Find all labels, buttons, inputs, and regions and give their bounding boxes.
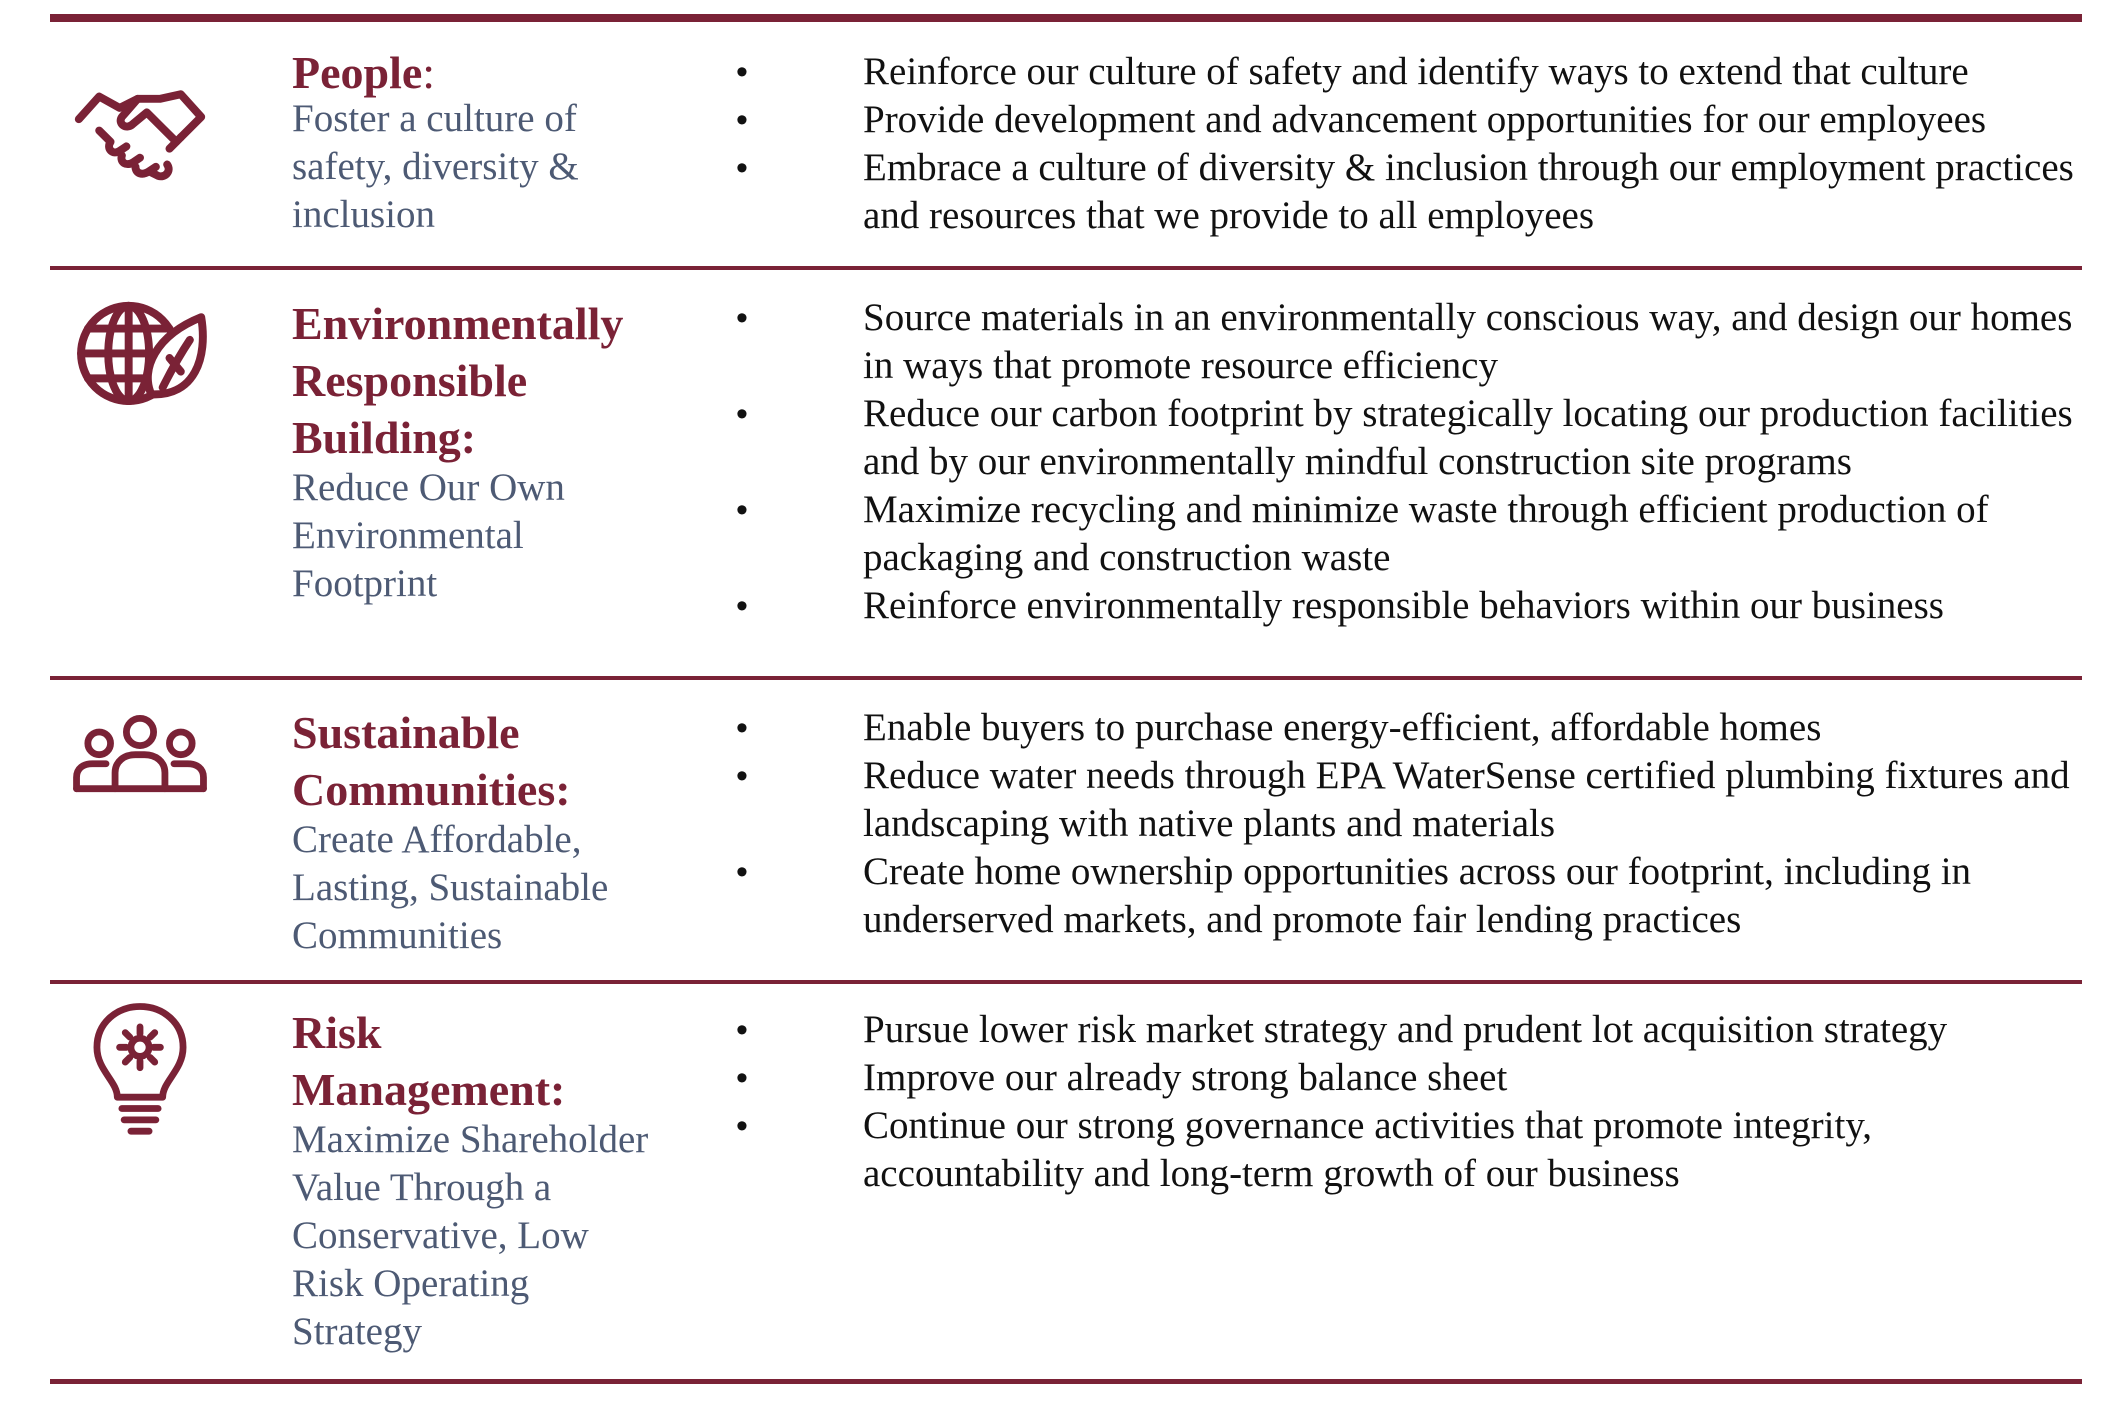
subtitle-line: inclusion bbox=[292, 193, 435, 236]
community-people-icon bbox=[72, 698, 208, 834]
communities-title bbox=[292, 704, 762, 818]
people-bullets bbox=[736, 48, 2082, 240]
bullet-item: • Maximize recycling and minimize waste through efficient production of packaging and construction waste bbox=[736, 486, 2082, 582]
environment-title bbox=[292, 295, 762, 466]
risk-subtitle bbox=[292, 1116, 762, 1356]
bullet-item: • Embrace a culture of diversity & inclusion through our employment practices and resources that we provide to all employees bbox=[736, 144, 2082, 240]
section-people bbox=[50, 22, 2082, 266]
risk-titles bbox=[292, 1004, 762, 1356]
title-line: Environmentally bbox=[292, 298, 624, 349]
subtitle-line: Strategy bbox=[292, 1310, 422, 1353]
bullet-item: • Reinforce our culture of safety and identify ways to extend that culture bbox=[736, 48, 2082, 96]
subtitle-line: Reduce Our Own bbox=[292, 466, 565, 509]
subtitle-line: Foster a culture of bbox=[292, 97, 577, 140]
subtitle-line: Conservative, Low bbox=[292, 1214, 589, 1257]
subtitle-line: safety, diversity & bbox=[292, 145, 579, 188]
title-line: Building: bbox=[292, 412, 477, 463]
bullet-item: • Reduce our carbon footprint by strategically locating our production facilities and by our environmentally mindful construction site programs bbox=[736, 390, 2082, 486]
section-risk bbox=[50, 984, 2082, 1378]
title-line: Risk bbox=[292, 1007, 382, 1058]
bullet-item: • Reduce water needs through EPA WaterSense certified plumbing fixtures and landscaping with native plants and materials bbox=[736, 752, 2082, 848]
bullet-item: • Reinforce environmentally responsible behaviors within our business bbox=[736, 582, 2082, 630]
subtitle-line: Lasting, Sustainable bbox=[292, 866, 609, 909]
bottom-divider bbox=[50, 1379, 2082, 1384]
globe-leaf-icon bbox=[72, 290, 208, 426]
communities-subtitle bbox=[292, 816, 762, 960]
title-line: Sustainable bbox=[292, 707, 520, 758]
handshake-icon bbox=[72, 58, 208, 194]
subtitle-line: Footprint bbox=[292, 562, 438, 605]
people-subtitle bbox=[292, 95, 762, 239]
subtitle-line: Risk Operating bbox=[292, 1262, 530, 1305]
people-title: People: bbox=[292, 47, 436, 98]
subtitle-line: Maximize Shareholder bbox=[292, 1118, 649, 1161]
bullet-item: • Pursue lower risk market strategy and prudent lot acquisition strategy bbox=[736, 1006, 2082, 1054]
bullet-item: • Provide development and advancement opportunities for our employees bbox=[736, 96, 2082, 144]
risk-title bbox=[292, 1004, 762, 1118]
subtitle-line: Communities bbox=[292, 914, 503, 957]
title-line: Management: bbox=[292, 1064, 566, 1115]
bullet-item: • Improve our already strong balance sheet bbox=[736, 1054, 2082, 1102]
title-line: Responsible bbox=[292, 355, 528, 406]
environment-bullets bbox=[736, 294, 2082, 630]
bullet-item: • Enable buyers to purchase energy-efficient, affordable homes bbox=[736, 704, 2082, 752]
subtitle-line: Environmental bbox=[292, 514, 524, 557]
risk-bullets bbox=[736, 1006, 2082, 1198]
bullet-item: • Create home ownership opportunities across our footprint, including in underserved markets, and promote fair lending practices bbox=[736, 848, 2082, 944]
environment-titles bbox=[292, 295, 762, 608]
bullet-item: • Continue our strong governance activities that promote integrity, accountability and long-term growth of our business bbox=[736, 1102, 2082, 1198]
section-communities bbox=[50, 680, 2082, 980]
title-line: Communities: bbox=[292, 764, 571, 815]
environment-subtitle bbox=[292, 464, 762, 608]
subtitle-line: Value Through a bbox=[292, 1166, 552, 1209]
top-divider bbox=[50, 14, 2082, 22]
communities-titles bbox=[292, 704, 762, 960]
bullet-item: • Source materials in an environmentally conscious way, and design our homes in ways that promote resource efficiency bbox=[736, 294, 2082, 390]
communities-bullets bbox=[736, 704, 2082, 944]
subtitle-line: Create Affordable, bbox=[292, 818, 582, 861]
section-environment bbox=[50, 270, 2082, 676]
lightbulb-gear-icon bbox=[72, 1002, 208, 1138]
people-titles bbox=[292, 44, 762, 239]
